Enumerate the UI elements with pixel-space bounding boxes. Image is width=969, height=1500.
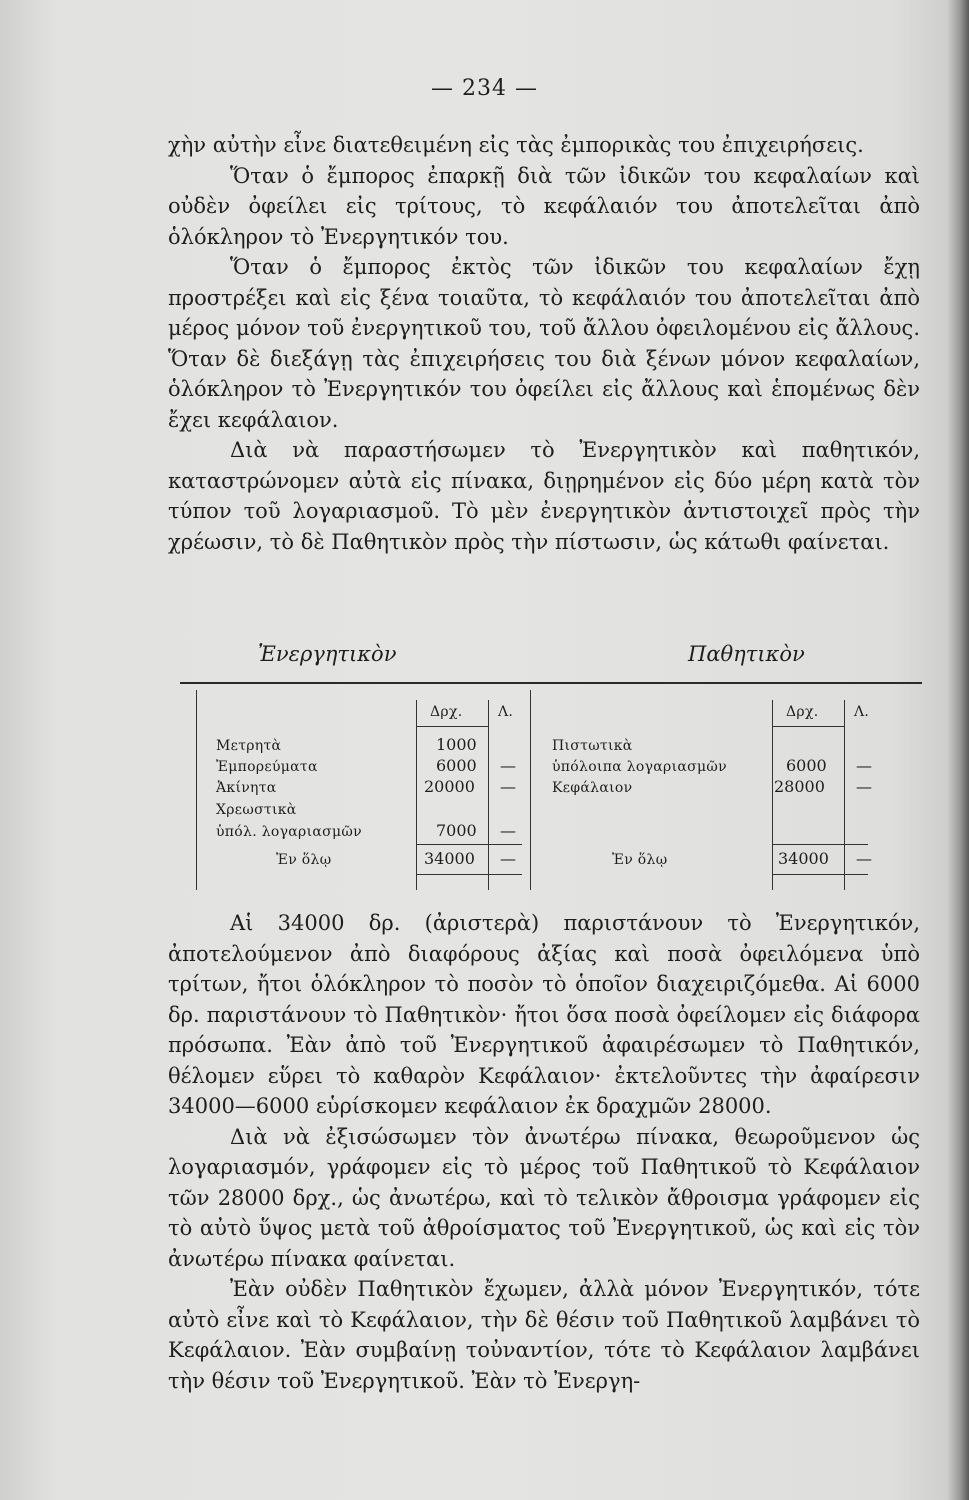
table-vline [772,700,773,890]
asset-label: Χρεωστικὰ [216,802,297,818]
liability-label: ὑπόλοιπα λογαριασμῶν [552,759,727,775]
asset-label: Ἐμπορεύματα [216,759,318,775]
table-top-rule [180,682,922,684]
text-before-table [168,130,920,557]
total-rule [416,844,522,845]
col-lepta-header: Λ. [854,704,870,720]
asset-amount: 6000 [436,756,477,775]
liability-total-amount: 34000 [778,849,829,868]
paragraph: Διὰ νὰ ἐξισώσωμεν τὸν ἀνωτέρω πίνακα, θεωροῦμενον ὡς λογαριασμόν, γράφομεν εἰς τὸ μέρος τοῦ Παθητικοῦ τὸ Κεφάλαιον τῶν 28000 δρχ., ὡς ἀνωτέρω, καὶ τὸ τελικὸν ἄθροισμα γράφομεν εἰς τὸ αὐτὸ ὕψος μετὰ τοῦ ἀθροίσματος τοῦ Ἐνεργητικοῦ, ὡς καὶ εἰς τὸν ἀνωτέρω πίνακα φαίνεται. [168,1124,920,1271]
page-edge-shadow [947,0,969,1500]
paragraph: Διὰ νὰ παραστήσωμεν τὸ Ἐνεργητικὸν καὶ παθητικόν, καταστρώνομεν αὐτὰ εἰς πίνακα, διῃρημένον εἰς δύο μέρη κατὰ τὸν τύπον τοῦ λογαριασμοῦ. Τὸ μὲν ἐνεργητικὸν ἀντιστοιχεῖ πρὸς τὴν χρέωσιν, τὸ δὲ Παθητικὸν πρὸς τὴν πίστωσιν, ὡς κάτωθι φαίνεται. [168,438,920,554]
table-hline [772,726,844,727]
table-vline [488,700,489,890]
paragraph: χὴν αὐτὴν εἶνε διατεθειμένη εἰς τὰς ἐμπορικὰς του ἐπιχειρήσεις. [168,133,864,157]
assets-heading: Ἐνεργητικὸν [258,642,397,666]
table-vline [844,700,845,890]
total-rule [416,874,522,875]
liability-total-lepta: — [856,849,872,868]
liability-amount: 28000 [774,777,825,796]
table-headings [198,642,920,676]
asset-label: Ἀκίνητα [216,780,277,796]
liability-amount: 6000 [786,756,827,775]
asset-amount: 1000 [436,735,477,754]
col-lepta-header: Λ. [498,704,514,720]
paragraph: Ὅταν ὁ ἔμπορος ἐπαρκῇ διὰ τῶν ἰδικῶν του κεφαλαίων καὶ οὐδὲν ὀφείλει εἰς τρίτους, τὸ κεφάλαιόν του ἀποτελεῖται ἀπὸ ὁλόκληρον τὸ Ἐνεργητικόν του. [168,163,920,249]
table-hline [416,726,488,727]
liability-label: Κεφάλαιον [552,780,633,796]
asset-total-amount: 34000 [424,849,475,868]
asset-lepta: — [500,756,516,775]
text-after-table [168,908,920,1396]
total-rule [772,844,868,845]
asset-label: Μετρητὰ [216,738,282,754]
asset-lepta: — [500,821,516,840]
asset-amount: 20000 [424,777,475,796]
asset-total-label: Ἐν ὅλῳ [276,852,332,868]
paragraph: Ὅταν ὁ ἔμπορος ἐκτὸς τῶν ἰδικῶν του κεφαλαίων ἔχῃ προστρέξει καὶ εἰς ξένα τοιαῦτα, τὸ κεφάλαιόν του ἀποτελεῖται ἀπὸ μέρος μόνον τοῦ ἐνεργητικοῦ του, τοῦ ἄλλου ὀφειλομένου εἰς ἄλλους. Ὅταν δὲ διεξάγῃ τὰς ἐπιχειρήσεις του διὰ ξένων μόνον κεφαλαίων, ὁλόκληρον τὸ Ἐνεργητικόν του ὀφείλει εἰς ἄλλους καὶ ἑπομένως δὲν ἔχει κεφάλαιον. [168,255,920,432]
balance-table [180,682,922,892]
liability-lepta: — [856,777,872,796]
col-drachma-header: Δρχ. [786,704,819,720]
liability-total-label: Ἐν ὅλῳ [612,852,668,868]
paragraph: Ἐὰν οὐδὲν Παθητικὸν ἔχωμεν, ἀλλὰ μόνον Ἐνεργητικόν, τότε αὐτὸ εἶνε καὶ τὸ Κεφάλαιον, τὴν δὲ θέσιν τοῦ Παθητικοῦ λαμβάνει τὸ Κεφάλαιον. Ἐὰν συμβαίνῃ τοὐναντίον, τότε τὸ Κεφάλαιον λαμβάνει τὴν θέσιν τοῦ Ἐνεργητικοῦ. Ἐὰν τὸ Ἐνεργη- [168,1277,920,1393]
asset-total-lepta: — [500,849,516,868]
liability-label: Πιστωτικὰ [552,738,633,754]
asset-amount: 7000 [436,821,477,840]
asset-label: ὑπόλ. λογαριασμῶν [216,824,362,840]
table-vline [530,690,531,890]
liability-lepta: — [856,756,872,775]
table-vline [416,700,417,890]
liabilities-heading: Παθητικὸν [688,642,805,666]
asset-lepta: — [500,777,516,796]
paragraph: Αἱ 34000 δρ. (ἀριστερὰ) παριστάνουν τὸ Ἐνεργητικόν, ἀποτελούμενον ἀπὸ διαφόρους ἀξίας καὶ ποσὰ ὀφειλόμενα ὑπὸ τρίτων, ἤτοι ὁλόκληρον τὸ ποσὸν τὸ ὁποῖον διαχειριζόμεθα. Αἱ 6000 δρ. παριστάνουν τὸ Παθητικὸν· ἤτοι ὅσα ποσὰ ὀφείλομεν εἰς διάφορα πρόσωπα. Ἐὰν ἀπὸ τοῦ Ἐνεργητικοῦ ἀφαιρέσωμεν τὸ Παθητικόν, θέλομεν εὕρει τὸ καθαρὸν Κεφάλαιον· ἐκτελοῦντες τὴν ἀφαίρεσιν 34000—6000 εὑρίσκομεν κεφάλαιον ἐκ δραχμῶν 28000. [168,911,920,1118]
total-rule [772,874,868,875]
table-vline [196,690,197,890]
page-number: — 234 — [431,76,538,101]
col-drachma-header: Δρχ. [430,704,463,720]
